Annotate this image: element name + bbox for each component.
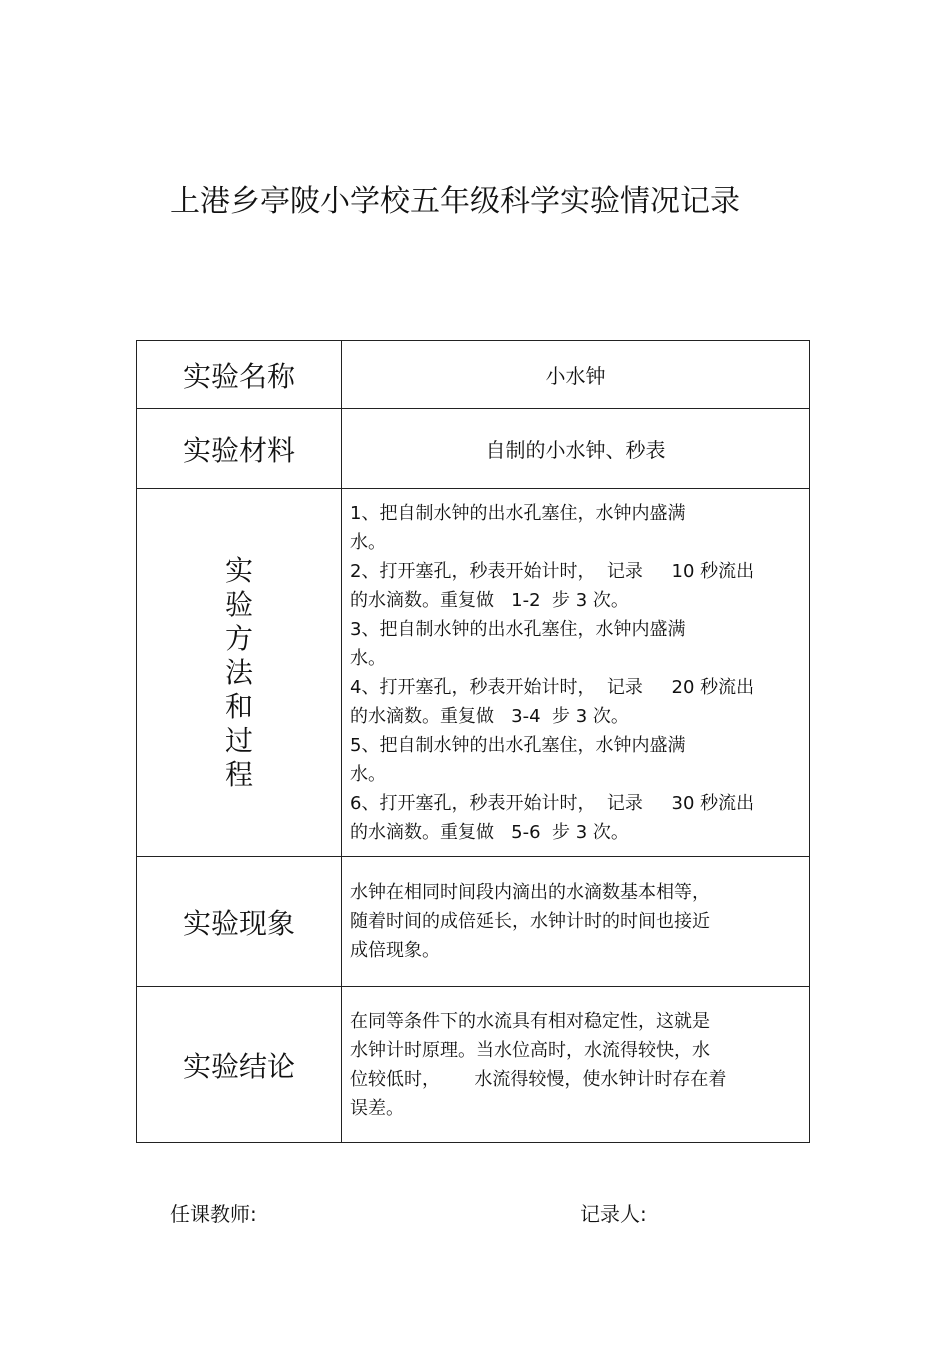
method-line: 的水滴数。重复做 1-2 步 3 次。 — [350, 589, 629, 611]
recorder-label: 记录人: — [580, 1202, 647, 1226]
page-title: 上港乡亭陂小学校五年级科学实验情况记录 — [170, 184, 740, 219]
method-label-char: 方 — [224, 621, 253, 655]
method-line: 6、打开塞孔，秒表开始计时， 记录 30 秒流出 — [350, 792, 755, 814]
conclusion-line: 误差。 — [350, 1097, 404, 1119]
method-line: 的水滴数。重复做 5-6 步 3 次。 — [350, 821, 629, 843]
method-line: 水。 — [350, 531, 386, 553]
method-line: 4、打开塞孔，秒表开始计时， 记录 20 秒流出 — [350, 676, 755, 698]
method-line: 1、把自制水钟的出水孔塞住，水钟内盛满 — [350, 502, 686, 524]
method-line: 3、把自制水钟的出水孔塞住，水钟内盛满 — [350, 618, 686, 640]
phenomenon-line: 成倍现象。 — [350, 940, 440, 961]
conclusion-line: 在同等条件下的水流具有相对稳定性，这就是 — [350, 1010, 710, 1032]
value-materials: 自制的小水钟、秒表 — [342, 409, 810, 489]
conclusion-line: 位较低时， 水流得较慢，使水钟计时存在着 — [350, 1068, 727, 1090]
method-line: 水。 — [350, 647, 386, 669]
value-method — [342, 489, 810, 857]
label-method — [137, 489, 342, 857]
row-conclusion — [137, 987, 810, 1143]
method-label-char: 验 — [224, 587, 253, 621]
label-experiment-name: 实验名称 — [137, 341, 342, 409]
value-conclusion — [342, 987, 810, 1143]
conclusion-line: 水钟计时原理。当水位高时，水流得较快，水 — [350, 1039, 710, 1061]
phenomenon-line: 水钟在相同时间段内滴出的水滴数基本相等， — [350, 882, 710, 903]
method-label-char: 法 — [224, 655, 253, 689]
method-label-char: 和 — [224, 689, 253, 723]
method-line: 水。 — [350, 763, 386, 785]
row-method — [137, 489, 810, 857]
phenomenon-line: 随着时间的成倍延长，水钟计时的时间也接近 — [350, 911, 710, 932]
teacher-label: 任课教师: — [170, 1202, 257, 1226]
experiment-record-table — [136, 340, 810, 1143]
label-conclusion: 实验结论 — [137, 987, 342, 1143]
row-phenomenon — [137, 857, 810, 987]
label-materials: 实验材料 — [137, 409, 342, 489]
method-line: 的水滴数。重复做 3-4 步 3 次。 — [350, 705, 629, 727]
method-label-char: 实 — [224, 553, 253, 587]
method-label-char: 程 — [224, 757, 253, 791]
label-phenomenon: 实验现象 — [137, 857, 342, 987]
value-experiment-name: 小水钟 — [342, 341, 810, 409]
method-line: 2、打开塞孔，秒表开始计时， 记录 10 秒流出 — [350, 560, 755, 582]
row-experiment-name — [137, 341, 810, 409]
row-materials — [137, 409, 810, 489]
value-phenomenon — [342, 857, 810, 987]
method-line: 5、把自制水钟的出水孔塞住，水钟内盛满 — [350, 734, 686, 756]
method-label-char: 过 — [224, 723, 253, 757]
